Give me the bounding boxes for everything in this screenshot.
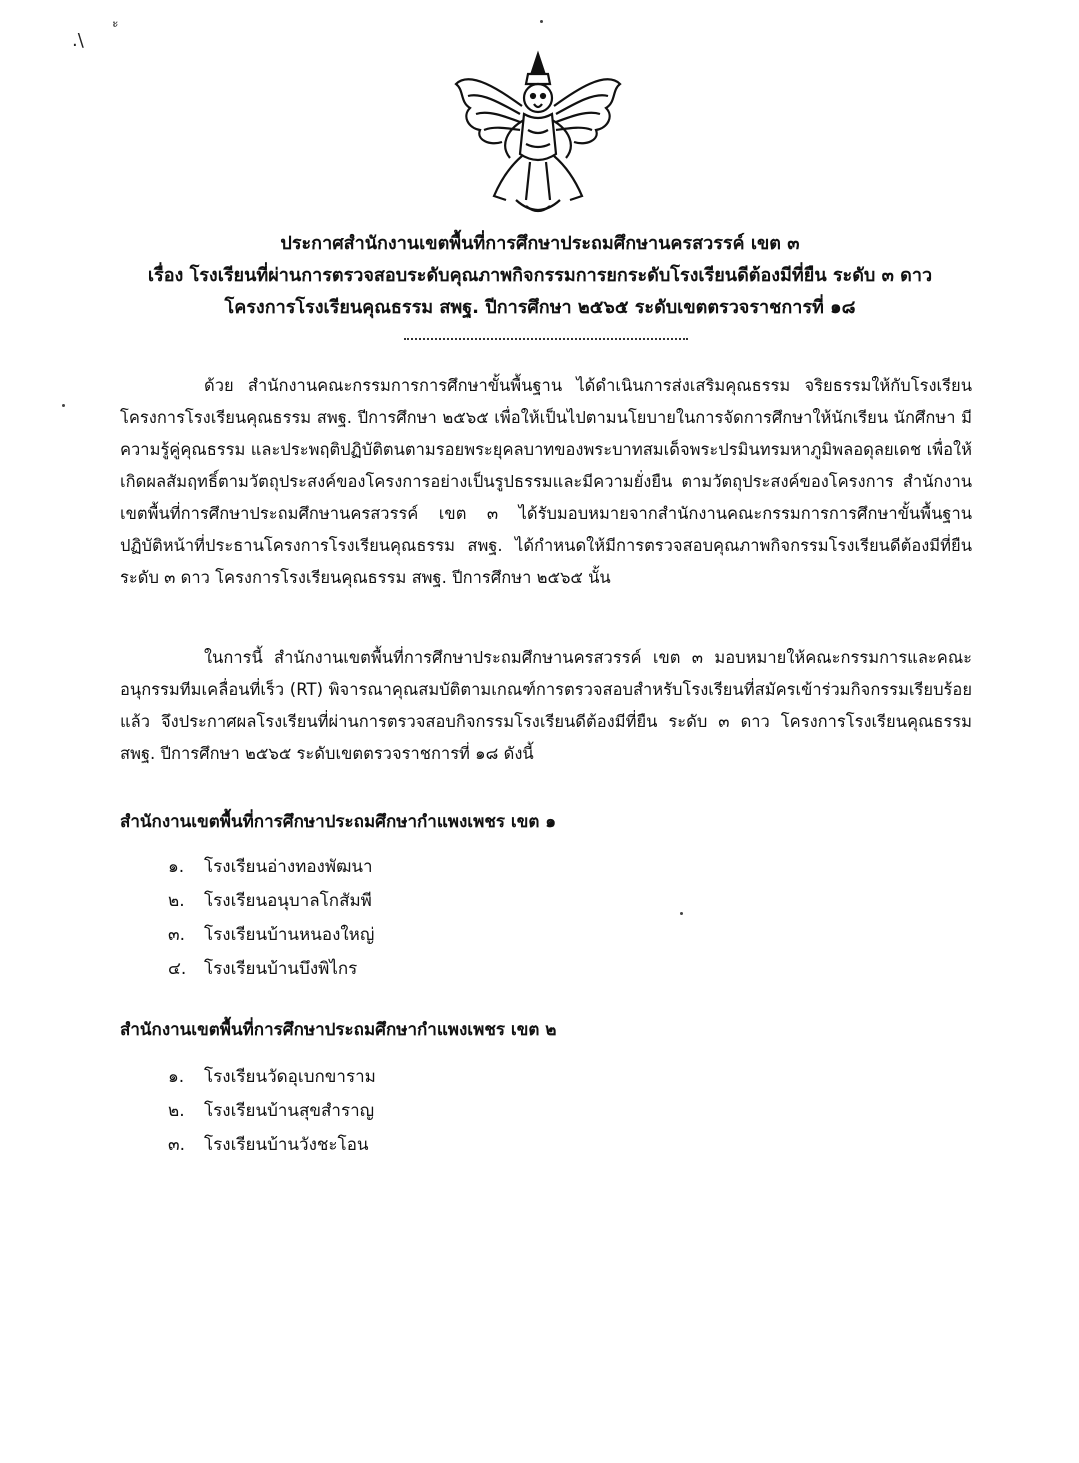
school-list-2 <box>168 1060 376 1162</box>
body-paragraph-1 <box>120 370 972 594</box>
announcement-project: โครงการโรงเรียนคุณธรรม สพฐ. ปีการศึกษา ๒๕๖๕ ระดับเขตตรวจราชการที่ ๑๘ <box>224 297 856 318</box>
scan-speck <box>62 404 65 407</box>
announcement-header <box>100 228 980 324</box>
paragraph-text: ด้วย สำนักงานคณะกรรมการการศึกษาขั้นพื้นฐาน ได้ดำเนินการส่งเสริมคุณธรรม จริยธรรมให้กับโรงเรียนโครงการโรงเรียนคุณธรรม สพฐ. ปีการศึกษา ๒๕๖๕ เพื่อให้เป็นไปตามนโยบายในการจัดการศึกษาให้นักเรียน นักศึกษา มีความรู้คู่คุณธรรม และประพฤติปฏิบัติตนตามรอยพระยุคลบาทของพระบาทสมเด็จพระปรมินทรมหาภูมิพลอดุลยเดช เพื่อให้เกิดผลสัมฤทธิ์ตามวัตถุประสงค์ของโครงการอย่างเป็นรูปธรรมและมีความยั่งยืน ตามวัตถุประสงค์ของโครงการ สำนักงานเขตพื้นที่การศึกษาประถมศึกษานครสวรรค์ เขต ๓ ได้รับมอบหมายจากสำนักงานคณะกรรมการการศึกษาขั้นพื้นฐาน ปฏิบัติหน้าที่ประธานโครงการโรงเรียนคุณธรรม สพฐ. ได้กำหนดให้มีการตรวจสอบคุณภาพกิจกรรมโรงเรียนดีต้องมีที่ยืนระดับ ๓ ดาว โครงการโรงเรียนคุณธรรม สพฐ. ปีการศึกษา ๒๕๖๕ นั้น <box>120 376 972 587</box>
tick-mark: ะ <box>112 16 119 30</box>
list-item <box>168 1060 376 1094</box>
section-title-1: สำนักงานเขตพื้นที่การศึกษาประถมศึกษากำแพงเพชร เขต ๑ <box>120 812 557 832</box>
list-item <box>168 884 374 918</box>
list-item <box>168 850 374 884</box>
corner-handwritten-mark: .\ <box>72 30 84 51</box>
dotted-divider <box>404 338 688 340</box>
school-name: โรงเรียนวัดอุเบกขาราม <box>204 1067 376 1087</box>
scan-speck <box>540 20 543 23</box>
garuda-emblem-icon <box>450 50 626 222</box>
item-number: ๓. <box>168 1135 186 1155</box>
item-number: ๒. <box>168 1101 185 1121</box>
item-number: ๑. <box>168 857 185 877</box>
list-item <box>168 1128 376 1162</box>
school-list-1 <box>168 850 374 986</box>
body-paragraph-2 <box>120 642 972 770</box>
item-number: ๑. <box>168 1067 185 1087</box>
list-item <box>168 918 374 952</box>
section-title-2: สำนักงานเขตพื้นที่การศึกษาประถมศึกษากำแพงเพชร เขต ๒ <box>120 1020 557 1040</box>
item-number: ๓. <box>168 925 186 945</box>
announcement-subject: เรื่อง โรงเรียนที่ผ่านการตรวจสอบระดับคุณภาพกิจกรรมการยกระดับโรงเรียนดีต้องมีที่ยืน ระดับ ๓ ดาว <box>147 265 933 286</box>
item-number: ๔. <box>168 959 187 979</box>
list-item <box>168 952 374 986</box>
school-name: โรงเรียนบ้านสุขสำราญ <box>204 1101 375 1121</box>
scan-speck <box>680 912 683 915</box>
school-name: โรงเรียนบ้านวังชะโอน <box>204 1135 369 1155</box>
announcement-title: ประกาศสำนักงานเขตพื้นที่การศึกษาประถมศึกษานครสวรรค์ เขต ๓ <box>280 233 800 254</box>
paragraph-text: ในการนี้ สำนักงานเขตพื้นที่การศึกษาประถมศึกษานครสวรรค์ เขต ๓ มอบหมายให้คณะกรรมการและคณะอนุกรรมทีมเคลื่อนที่เร็ว (RT) พิจารณาคุณสมบัติตามเกณฑ์การตรวจสอบสำหรับโรงเรียนที่สมัครเข้าร่วมกิจกรรมเรียบร้อยแล้ว จึงประกาศผลโรงเรียนที่ผ่านการตรวจสอบกิจกรรมโรงเรียนดีต้องมีที่ยืน ระดับ ๓ ดาว โครงการโรงเรียนคุณธรรม สพฐ. ปีการศึกษา ๒๕๖๕ ระดับเขตตรวจราชการที่ ๑๘ ดังนี้ <box>120 648 972 763</box>
list-item <box>168 1094 376 1128</box>
school-name: โรงเรียนบ้านบึงพิไกร <box>204 959 358 979</box>
school-name: โรงเรียนอ่างทองพัฒนา <box>204 857 373 877</box>
item-number: ๒. <box>168 891 185 911</box>
school-name: โรงเรียนอนุบาลโกสัมพี <box>204 891 372 911</box>
school-name: โรงเรียนบ้านหนองใหญ่ <box>204 925 375 945</box>
